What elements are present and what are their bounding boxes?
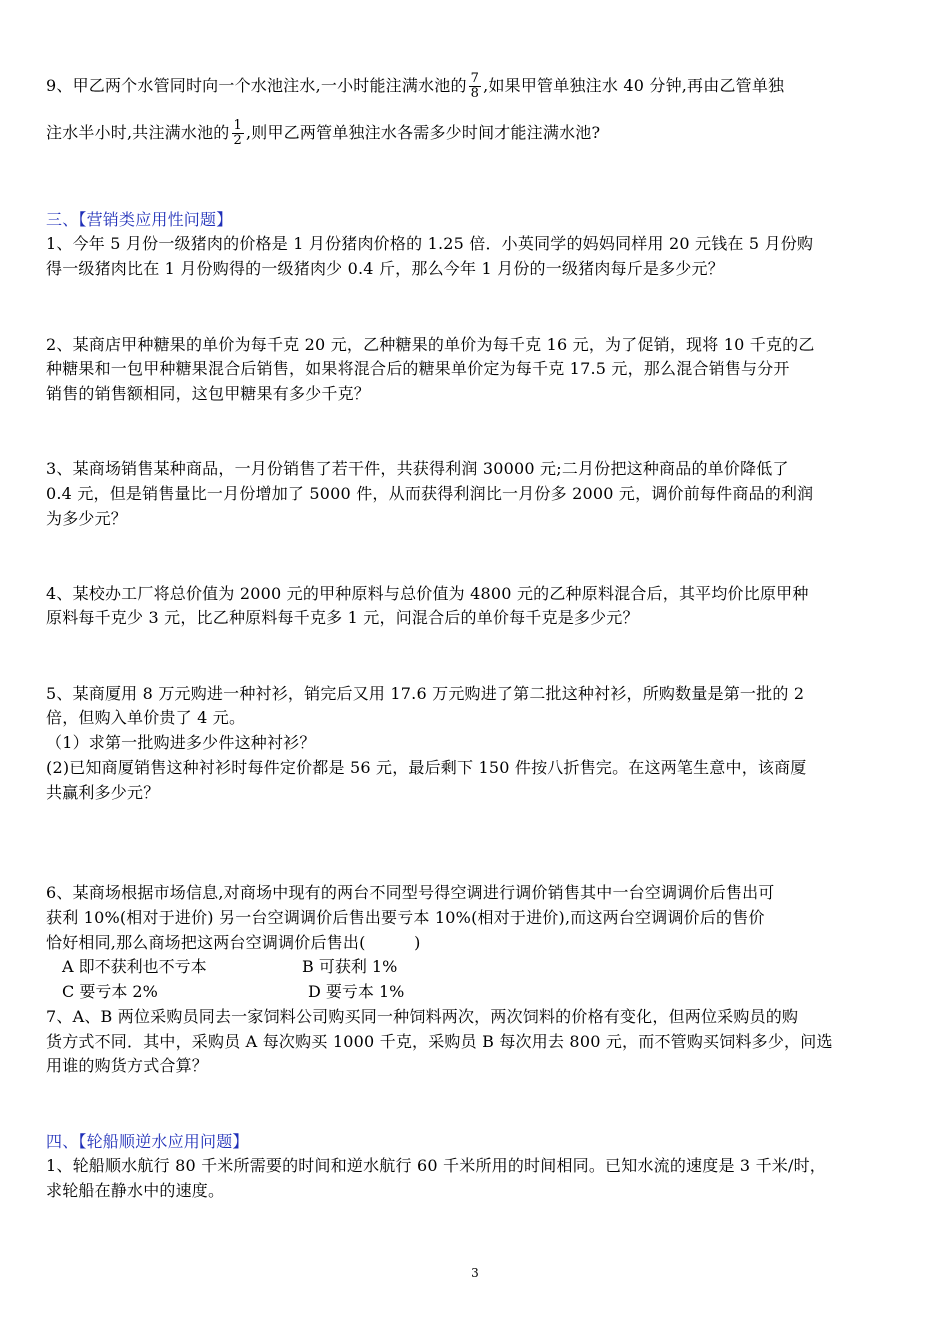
s3-q6-line-3: 恰好相同,那么商场把这两台空调调价后售出( ) <box>46 933 421 952</box>
page-number: 3 <box>471 1266 479 1280</box>
s3-q4-line-1: 4、某校办工厂将总价值为 2000 元的甲种原料与总价值为 4800 元的乙种原料混合后，其平均价比原甲种 <box>46 584 809 603</box>
s3-q5-line-2: 倍，但购入单价贵了 4 元。 <box>46 708 246 727</box>
s3-q5-line-5: 共赢利多少元？ <box>46 783 160 802</box>
fraction-seven-eighths: $\frac{7}{8}$ <box>470 71 480 101</box>
s3-q5-line-4: (2)已知商厦销售这种衬衫时每件定价都是 56 元，最后剩下 150 件按八折售完。在这两笔生意中，该商厦 <box>46 758 807 777</box>
s3-q3-line-2: 0.4 元，但是销售量比一月份增加了 5000 件，从而获得利润比一月份多 2000 元，调价前每件商品的利润 <box>46 484 814 503</box>
s3-q5-line-3: （1）求第一批购进多少件这种衬衫？ <box>46 733 316 752</box>
option-a: A 即不获利也不亏本 <box>62 957 207 976</box>
s4-q1-line-1: 1、轮船顺水航行 80 千米所需要的时间和逆水航行 60 千米所用的时间相同。已知水流的速度是 3 千米/时， <box>46 1156 826 1175</box>
s3-q2-line-2: 种糖果和一包甲种糖果混合后销售，如果将混合后的糖果单价定为每千克 17.5 元，那么混合销售与分开 <box>46 359 790 378</box>
option-c: C 要亏本 2% <box>62 982 158 1001</box>
s3-q3-line-1: 3、某商场销售某种商品，一月份销售了若干件，共获得利润 30000 元;二月份把这种商品的单价降低了 <box>46 459 789 478</box>
section-3-heading: 三、【营销类应用性问题】 <box>46 210 233 229</box>
s3-q2-line-3: 销售的销售额相同，这包甲糖果有多少千克？ <box>46 384 371 403</box>
s3-q6-line-2: 获利 10%(相对于进价) 另一台空调调价后售出要亏本 10%(相对于进价),而这两台空调调价后的售价 <box>46 908 765 927</box>
s4-q1-line-2: 求轮船在静水中的速度。 <box>46 1181 225 1200</box>
section-4-heading: 四、【轮船顺逆水应用问题】 <box>46 1132 249 1151</box>
q9-line-2: 注水半小时,共注满水池的 $\frac{1}{2}$ ,则甲乙两管单独注水各需多少时间才能注满水池? <box>46 118 601 148</box>
s3-q2-line-1: 2、某商店甲种糖果的单价为每千克 20 元，乙种糖果的单价为每千克 16 元，为了促销，现将 10 千克的乙 <box>46 335 815 354</box>
option-d: D 要亏本 1% <box>308 982 405 1001</box>
fraction-one-half: $\frac{1}{2}$ <box>233 118 242 148</box>
option-b: B 可获利 1% <box>302 957 398 976</box>
s3-q1-line-1: 1、今年 5 月份一级猪肉的价格是 1 月份猪肉价格的 1.25 倍．小英同学的妈妈同样用 20 元钱在 5 月份购 <box>46 234 814 253</box>
s3-q6-line-1: 6、某商场根据市场信息,对商场中现有的两台不同型号得空调进行调价销售其中一台空调调价后售出可 <box>46 883 775 902</box>
s3-q7-line-1: 7、A、B 两位采购员同去一家饲料公司购买同一种饲料两次，两次饲料的价格有变化，但两位采购员的购 <box>46 1007 799 1026</box>
s3-q7-line-3: 用谁的购货方式合算？ <box>46 1056 209 1075</box>
q9-line-1: 9、甲乙两个水管同时向一个水池注水,一小时能注满水池的 $\frac{7}{8}$ ,如果甲管单独注水 40 分钟,再由乙管单独 <box>46 71 785 101</box>
s3-q3-line-3: 为多少元？ <box>46 509 128 528</box>
s3-q1-line-2: 得一级猪肉比在 1 月份购得的一级猪肉少 0.4 斤，那么今年 1 月份的一级猪肉每斤是多少元？ <box>46 259 724 278</box>
s3-q4-line-2: 原料每千克少 3 元，比乙种原料每千克多 1 元，问混合后的单价每千克是多少元？ <box>46 608 639 627</box>
s3-q7-line-2: 货方式不同．其中，采购员 A 每次购买 1000 千克，采购员 B 每次用去 800 元，而不管购买饲料多少，问选 <box>46 1032 833 1051</box>
s3-q5-line-1: 5、某商厦用 8 万元购进一种衬衫，销完后又用 17.6 万元购进了第二批这种衬衫，所购数量是第一批的 2 <box>46 684 805 703</box>
